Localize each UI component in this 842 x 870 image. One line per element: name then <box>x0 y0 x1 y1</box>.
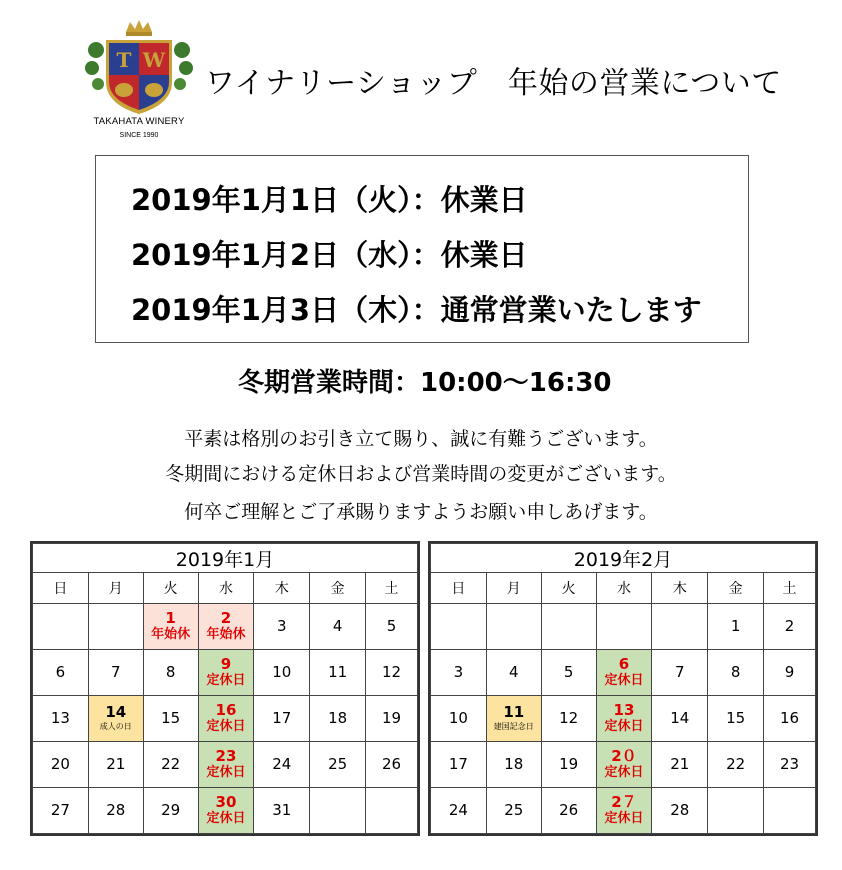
national-holiday-label: 建国記念日 <box>493 722 534 731</box>
calendar-week-row <box>431 650 816 696</box>
calendar-day <box>254 742 310 788</box>
day-number: 18 <box>328 709 348 727</box>
closed-day-label: 定休日 <box>206 719 246 734</box>
day-number: 11 <box>328 663 348 681</box>
calendar-day <box>764 696 816 742</box>
day-number: 19 <box>381 709 402 727</box>
day-number: 31 <box>272 801 292 819</box>
weekday-header: 月 <box>486 573 541 604</box>
calendar-day <box>254 650 310 696</box>
calendar-day <box>143 742 198 788</box>
calendar-day <box>708 650 764 696</box>
calendar-day <box>541 742 596 788</box>
calendar-day <box>33 742 89 788</box>
weekday-header: 日 <box>33 573 89 604</box>
calendar-day <box>764 742 816 788</box>
calendar-day <box>486 742 541 788</box>
day-number: 10 <box>272 663 292 681</box>
calendar-empty-cell <box>310 788 366 834</box>
day-number: 12 <box>559 709 579 727</box>
day-number: 23 <box>779 755 800 773</box>
calendar-day <box>486 650 541 696</box>
calendar-week-row <box>33 788 418 834</box>
day-number: 10 <box>448 709 468 727</box>
notice-box <box>95 155 749 343</box>
brand-name: TAKAHATA WINERY <box>93 116 185 127</box>
closed-day-label: 定休日 <box>604 811 644 826</box>
day-number: 15 <box>161 709 181 727</box>
day-number: 8 <box>730 663 741 681</box>
day-number: 9 <box>220 655 232 673</box>
calendar-day <box>652 742 708 788</box>
calendar-january <box>30 541 420 836</box>
day-number: 28 <box>670 801 690 819</box>
calendar-day <box>254 696 310 742</box>
day-number: 2０ <box>611 747 637 765</box>
day-number: 25 <box>328 755 348 773</box>
calendar-day <box>652 696 708 742</box>
day-number: 21 <box>106 755 126 773</box>
day-number: 13 <box>613 701 635 719</box>
calendar-day <box>33 696 89 742</box>
day-number: 6 <box>55 663 66 681</box>
day-number: 20 <box>50 755 70 773</box>
takahata-winery-logo <box>84 20 194 150</box>
calendar-day <box>431 696 487 742</box>
calendar-day <box>310 604 366 650</box>
calendar-day <box>33 650 89 696</box>
notice-line-3: 2019年1月3日（木）：通常営業いたします <box>131 293 702 327</box>
calendar-table <box>430 543 816 834</box>
day-number: 24 <box>448 801 468 819</box>
day-number: 19 <box>559 755 579 773</box>
calendar-week-row <box>431 788 816 834</box>
closed-day-label: 定休日 <box>604 673 644 688</box>
page-title: ワイナリーショップ 年始の営業について <box>205 66 782 101</box>
weekday-header: 金 <box>310 573 366 604</box>
day-number: 3 <box>453 663 464 681</box>
calendar-day <box>652 788 708 834</box>
day-number: 16 <box>779 709 800 727</box>
calendar-day <box>486 788 541 834</box>
calendar-day <box>366 650 418 696</box>
calendar-title: 2019年1月 <box>33 544 418 573</box>
calendar-day <box>310 696 366 742</box>
brand-since: SINCE 1990 <box>119 132 159 139</box>
day-number: 11 <box>503 703 525 721</box>
calendar-day <box>198 742 254 788</box>
weekday-header: 火 <box>143 573 198 604</box>
message-line-2: 冬期間における定休日および営業時間の変更がございます。 <box>165 463 677 485</box>
closed-day-label: 年始休 <box>206 627 246 642</box>
calendar-week-row <box>33 604 418 650</box>
calendar-day <box>254 788 310 834</box>
calendar-table <box>32 543 418 834</box>
calendar-day <box>486 696 541 742</box>
message-line-1: 平素は格別のお引き立て賜り、誠に有難うございます。 <box>184 428 658 450</box>
day-number: 4 <box>332 617 343 635</box>
closed-day-label: 年始休 <box>151 627 191 642</box>
calendar-day <box>366 742 418 788</box>
weekday-header: 金 <box>708 573 764 604</box>
calendar-day <box>88 742 143 788</box>
closed-day-label: 定休日 <box>206 811 246 826</box>
calendar-week-row <box>431 604 816 650</box>
notice-line-1: 2019年1月1日（火）：休業日 <box>131 183 528 217</box>
weekday-header: 水 <box>596 573 652 604</box>
calendar-empty-cell <box>708 788 764 834</box>
calendar-empty-cell <box>431 604 487 650</box>
closed-day-label: 定休日 <box>604 765 644 780</box>
calendar-day <box>143 788 198 834</box>
calendar-day <box>764 604 816 650</box>
calendar-day <box>708 696 764 742</box>
weekday-header: 木 <box>652 573 708 604</box>
calendar-day <box>708 604 764 650</box>
calendar-day <box>541 650 596 696</box>
calendar-day <box>596 650 652 696</box>
calendar-week-row <box>431 742 816 788</box>
day-number: 30 <box>215 793 237 811</box>
day-number: 22 <box>726 755 746 773</box>
calendar-day <box>310 742 366 788</box>
calendar-day <box>143 650 198 696</box>
calendar-week-row <box>431 696 816 742</box>
day-number: 5 <box>386 617 397 635</box>
day-number: 14 <box>105 703 127 721</box>
day-number: 29 <box>161 801 181 819</box>
day-number: 5 <box>563 663 574 681</box>
day-number: 28 <box>106 801 126 819</box>
day-number: 4 <box>508 663 519 681</box>
day-number: 2 <box>220 609 232 627</box>
notice-line-2: 2019年1月2日（水）：休業日 <box>131 238 528 272</box>
message-line-3: 何卒ご理解とご了承賜りますようお願い申しあげます。 <box>184 501 658 523</box>
calendar-day <box>596 742 652 788</box>
svg-text:T: T <box>116 48 132 72</box>
day-number: 18 <box>504 755 524 773</box>
day-number: 26 <box>381 755 402 773</box>
calendar-empty-cell <box>764 788 816 834</box>
day-number: 22 <box>161 755 181 773</box>
calendar-day <box>88 650 143 696</box>
day-number: 26 <box>559 801 579 819</box>
day-number: 6 <box>618 655 630 673</box>
day-number: 9 <box>784 663 795 681</box>
calendar-day <box>88 696 143 742</box>
calendar-empty-cell <box>541 604 596 650</box>
closed-day-label: 定休日 <box>604 719 644 734</box>
calendar-day <box>198 788 254 834</box>
calendar-day <box>708 742 764 788</box>
calendar-day <box>198 604 254 650</box>
day-number: 15 <box>726 709 746 727</box>
calendar-day <box>431 788 487 834</box>
day-number: 8 <box>165 663 176 681</box>
svg-text:W: W <box>142 48 166 72</box>
calendar-day <box>88 788 143 834</box>
weekday-header: 日 <box>431 573 487 604</box>
calendar-day <box>366 604 418 650</box>
day-number: 16 <box>215 701 237 719</box>
calendar-day <box>143 696 198 742</box>
day-number: 21 <box>670 755 690 773</box>
day-number: 1 <box>730 617 741 635</box>
calendar-day <box>652 650 708 696</box>
weekday-header: 土 <box>366 573 418 604</box>
day-number: 1 <box>165 609 176 627</box>
calendar-day <box>310 650 366 696</box>
calendar-week-row <box>33 742 418 788</box>
calendar-day <box>541 788 596 834</box>
calendar-day <box>596 696 652 742</box>
day-number: 3 <box>277 617 287 635</box>
calendar-week-row <box>33 650 418 696</box>
calendar-empty-cell <box>486 604 541 650</box>
calendar-day <box>198 650 254 696</box>
closed-day-label: 定休日 <box>206 673 246 688</box>
day-number: 7 <box>675 663 685 681</box>
calendar-day <box>431 650 487 696</box>
calendar-empty-cell <box>33 604 89 650</box>
day-number: 23 <box>215 747 237 765</box>
day-number: 13 <box>50 709 70 727</box>
day-number: 2 <box>784 617 795 635</box>
day-number: 14 <box>670 709 690 727</box>
calendar-day <box>366 696 418 742</box>
day-number: 7 <box>110 663 121 681</box>
calendar-empty-cell <box>652 604 708 650</box>
calendar-february <box>428 541 818 836</box>
calendar-day <box>254 604 310 650</box>
day-number: 2７ <box>611 793 637 811</box>
weekday-header: 月 <box>88 573 143 604</box>
calendar-day <box>431 742 487 788</box>
calendar-day <box>596 788 652 834</box>
calendar-empty-cell <box>88 604 143 650</box>
calendar-day <box>764 650 816 696</box>
calendar-empty-cell <box>366 788 418 834</box>
winery-crest-icon <box>84 20 194 116</box>
calendar-day <box>33 788 89 834</box>
national-holiday-label: 成人の日 <box>99 722 132 731</box>
weekday-header: 土 <box>764 573 816 604</box>
winter-hours: 冬期営業時間：10:00～16:30 <box>238 368 612 398</box>
calendar-day <box>198 696 254 742</box>
calendar-week-row <box>33 696 418 742</box>
day-number: 17 <box>272 709 292 727</box>
day-number: 27 <box>50 801 70 819</box>
day-number: 12 <box>381 663 402 681</box>
weekday-header: 火 <box>541 573 596 604</box>
day-number: 24 <box>272 755 292 773</box>
calendar-day <box>541 696 596 742</box>
weekday-header: 水 <box>198 573 254 604</box>
day-number: 17 <box>448 755 468 773</box>
weekday-header: 木 <box>254 573 310 604</box>
closed-day-label: 定休日 <box>206 765 246 780</box>
calendar-empty-cell <box>596 604 652 650</box>
calendar-title: 2019年2月 <box>431 544 816 573</box>
calendar-day <box>143 604 198 650</box>
day-number: 25 <box>504 801 524 819</box>
